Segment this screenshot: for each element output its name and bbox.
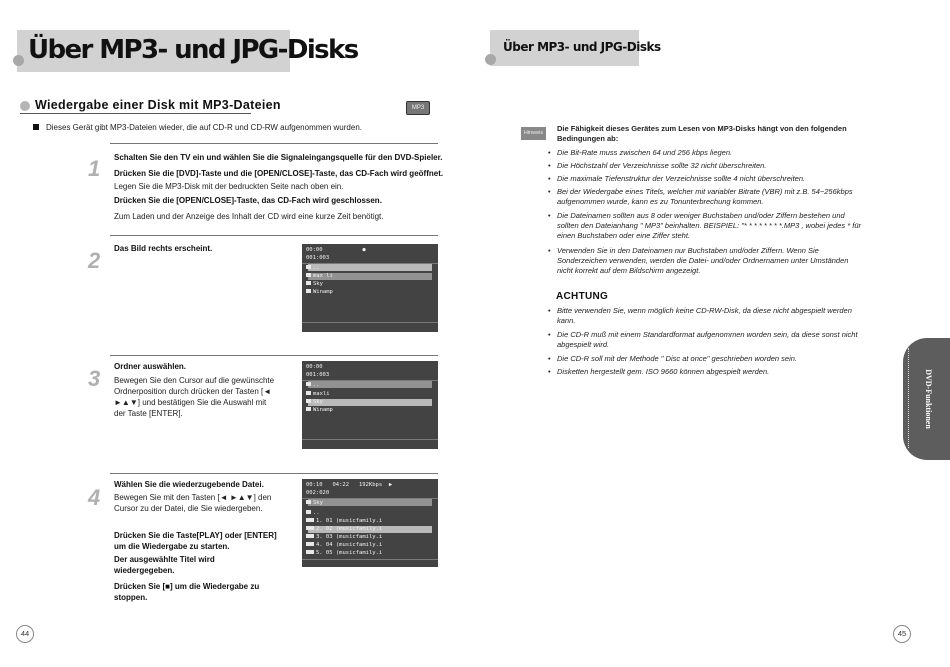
step3-line1: Ordner auswählen. bbox=[114, 362, 187, 371]
step1-line3: Legen Sie die MP3-Disk mit der bedruckten Seite nach oben ein. bbox=[114, 182, 344, 191]
osd-item: maxli bbox=[313, 391, 330, 397]
folder-icon bbox=[306, 391, 311, 395]
step4-line3: Cursor zu der Datei, die Sie wiedergeben. bbox=[114, 504, 263, 513]
osd-count: 001:003 bbox=[306, 255, 330, 261]
square-bullet-icon bbox=[33, 124, 39, 130]
right-page-title: Über MP3- und JPG-Disks bbox=[503, 40, 661, 54]
condition-item: • Die Höchstzahl der Verzeichnisse sollte 32 nicht überschreiten. bbox=[548, 161, 767, 170]
osd-item: Sky bbox=[313, 399, 323, 405]
step3-line2: Bewegen Sie den Cursor auf die gewünschte bbox=[114, 376, 275, 385]
osd-track: 1. 01 (musicfamily.i bbox=[316, 518, 383, 524]
osd-track: 4. 04 (musicfamily.i bbox=[316, 542, 383, 548]
condition-item: • Die Dateinamen sollten aus 8 oder weniger Buchstaben und/oder Ziffern bestehen und sollten den Dateianhang " MP3" beinhalten. BEISPIEL: "* * * * * * * *.MP3 , wobei jedes * für einen Buchstaben oder eine Ziffer steht. bbox=[548, 211, 861, 240]
condition-item: • Die maximale Tiefenstruktur der Verzeichnisse sollte 4 nicht überschreiten. bbox=[548, 174, 806, 183]
conditions-intro-line2: Bedingungen ab: bbox=[557, 134, 619, 143]
osd-item: .. bbox=[313, 382, 320, 388]
hinweis-label: Hinweis bbox=[521, 127, 546, 140]
step1-line1: Schalten Sie den TV ein und wählen Sie die Signaleingangsquelle für den DVD-Spieler. bbox=[114, 153, 443, 162]
osd-track: 3. 03 (musicfamily.i bbox=[316, 534, 383, 540]
step-divider bbox=[110, 355, 438, 356]
step4-line7: wiedergegeben. bbox=[114, 566, 175, 575]
mp3-file-icon bbox=[306, 542, 314, 546]
page-number-left: 44 bbox=[16, 625, 34, 643]
osd-time: 00:10 bbox=[306, 482, 323, 488]
osd-count: 002:020 bbox=[306, 490, 330, 496]
section-underline bbox=[20, 113, 251, 114]
step-number: 1 bbox=[88, 156, 101, 181]
step4-line6: Der ausgewählte Titel wird bbox=[114, 555, 215, 564]
step4-line1: Wählen Sie die wiederzugebende Datei. bbox=[114, 480, 264, 489]
osd-item: max li bbox=[313, 273, 333, 279]
left-title-bullet-icon bbox=[13, 55, 24, 66]
osd-elapsed: 04:22 bbox=[332, 482, 350, 488]
step1-line5: Zum Laden und der Anzeige des Inhalt der CD wird eine kurze Zeit benötigt. bbox=[114, 212, 384, 221]
mp3-badge: MP3 bbox=[406, 101, 430, 115]
step1-line4: Drücken Sie die [OPEN/CLOSE]-Taste, das CD-Fach wird geschlossen. bbox=[114, 196, 382, 205]
step3-line3: Ordnerposition durch drücken der Tasten [◄ bbox=[114, 387, 272, 396]
step2-line1: Das Bild rechts erscheint. bbox=[114, 244, 213, 253]
folder-icon bbox=[306, 407, 311, 411]
achtung-item: • Bitte verwenden Sie, wenn möglich keine CD-RW-Disk, da diese nicht abgespielt werden kann. bbox=[548, 306, 852, 325]
folder-icon bbox=[306, 281, 311, 285]
osd-parent: .. bbox=[313, 510, 320, 516]
mp3-file-icon bbox=[306, 526, 314, 530]
osd-screen-1 bbox=[302, 244, 438, 332]
osd-track: 2. 02 (musicfamily.i bbox=[316, 526, 383, 532]
step-number: 2 bbox=[88, 248, 101, 273]
osd-time: 00:00 bbox=[306, 247, 323, 253]
folder-icon bbox=[306, 382, 311, 386]
osd-item: Winamp bbox=[313, 289, 333, 295]
osd-item: Sky bbox=[313, 281, 323, 287]
page-number-right: 45 bbox=[893, 625, 911, 643]
step4-line2: Bewegen Sie mit den Tasten [◄ ►▲▼] den bbox=[114, 493, 272, 502]
step-number: 3 bbox=[88, 366, 101, 391]
folder-icon bbox=[306, 289, 311, 293]
osd-time: 00:00 bbox=[306, 364, 323, 370]
step-divider bbox=[110, 235, 438, 236]
step4-line5: um die Wiedergabe zu starten. bbox=[114, 542, 230, 551]
step1-line2: Drücken Sie die [DVD]-Taste und die [OPEN/CLOSE]-Taste, das CD-Fach wird geöffnet. bbox=[114, 169, 444, 178]
osd-item: Winamp bbox=[313, 407, 333, 413]
play-icon: ▶ bbox=[388, 482, 393, 488]
step-number: 4 bbox=[88, 485, 101, 510]
step3-line4: ►▲▼] und bestätigen Sie die Auswahl mit bbox=[114, 398, 267, 407]
conditions-intro-line1: Die Fähigkeit dieses Gerätes zum Lesen von MP3-Disks hängt von den folgenden bbox=[557, 124, 847, 133]
step-divider bbox=[110, 143, 438, 144]
side-tab-dotted-line bbox=[908, 348, 909, 448]
step4-line9: stoppen. bbox=[114, 593, 148, 602]
folder-icon bbox=[306, 399, 311, 403]
side-tab-label: DVD-Funktionen bbox=[924, 369, 933, 429]
osd-item: .. bbox=[313, 265, 320, 271]
achtung-item: • Die CD-R soll mit der Methode " Disc at once" geschrieben worden sein. bbox=[548, 354, 798, 363]
disc-icon: ● bbox=[362, 247, 366, 253]
osd-screen-3 bbox=[302, 479, 438, 567]
folder-icon bbox=[306, 500, 311, 504]
step3-line5: der Taste [ENTER]. bbox=[114, 409, 183, 418]
achtung-item: • Die CD-R muß mit einem Standardformat aufgenommen worden sein, da diese sonst nicht abgespielt wird. bbox=[548, 330, 858, 349]
osd-track: 5. 05 (musicfamily.i bbox=[316, 550, 383, 556]
osd-count: 001:003 bbox=[306, 372, 330, 378]
section-title: Wiedergabe einer Disk mit MP3-Dateien bbox=[35, 98, 281, 112]
page-title: Über MP3- und JPG-Disks bbox=[28, 35, 358, 65]
right-title-bullet-icon bbox=[485, 54, 496, 65]
achtung-title: ACHTUNG bbox=[556, 291, 609, 302]
step4-line4: Drücken Sie die Taste[PLAY] oder [ENTER] bbox=[114, 531, 277, 540]
mp3-file-icon bbox=[306, 518, 314, 522]
mp3-file-icon bbox=[306, 534, 314, 538]
condition-item: • Verwenden Sie in den Dateinamen nur Buchstaben und/oder Ziffern. Wenn Sie Sonderzeichen verwenden, werden die Datei- und/oder Ordnernamen unter Umständen nicht korrekt auf dem Bildschirm angezeigt. bbox=[548, 246, 849, 275]
achtung-item: • Disketten hergestellt gem. ISO 9660 können abgespielt werden. bbox=[548, 367, 770, 376]
mp3-file-icon bbox=[306, 550, 314, 554]
folder-icon bbox=[306, 510, 311, 514]
folder-icon bbox=[306, 265, 311, 269]
intro-text: Dieses Gerät gibt MP3-Dateien wieder, die auf CD-R und CD-RW aufgenommen wurden. bbox=[46, 123, 362, 132]
step-divider bbox=[110, 473, 438, 474]
osd-bitrate: 192Kbps bbox=[359, 482, 383, 488]
osd-screen-2 bbox=[302, 361, 438, 449]
osd-folder: Sky bbox=[313, 500, 323, 506]
step4-line8: Drücken Sie [■] um die Wiedergabe zu bbox=[114, 582, 260, 591]
condition-item: • Die Bit-Rate muss zwischen 64 und 256 kbps liegen. bbox=[548, 148, 733, 157]
folder-icon bbox=[306, 273, 311, 277]
condition-item: • Bei der Wiedergabe eines Titels, welcher mit variabler Bitrate (VBR) mit z.B. 54~256kbps aufgenommen wurde, kann es zu Tonunterbrechung kommen. bbox=[548, 187, 853, 206]
section-bullet-icon bbox=[20, 101, 30, 111]
